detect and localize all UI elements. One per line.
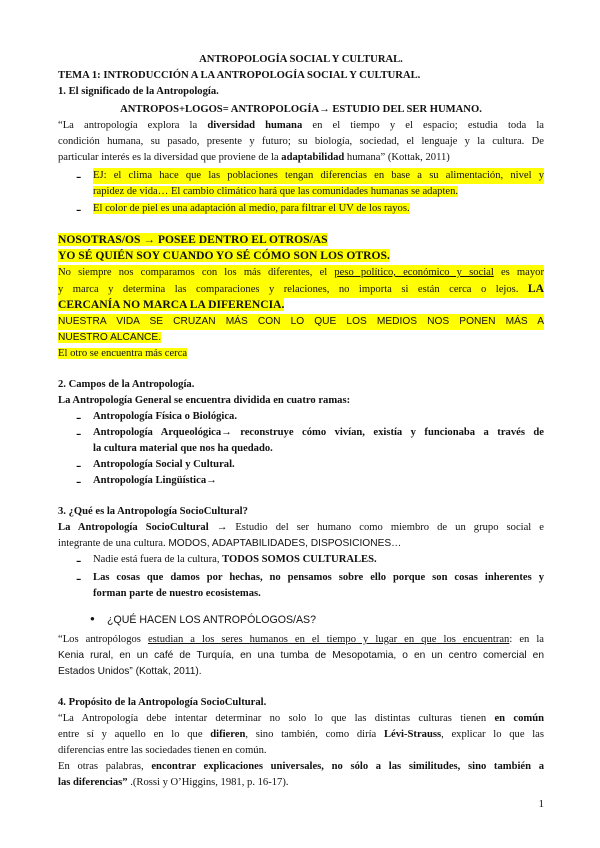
caps-text: MODOS, ADAPTABILIDADES, DISPOSICIONES…: [168, 538, 402, 549]
vida-line-2: [58, 330, 544, 346]
bullet-dot-icon: ●: [90, 614, 95, 623]
section-3-heading: 3. ¿Qué es la Antropología SocioCultural?: [58, 506, 248, 517]
otro-cerca-line: [58, 346, 544, 362]
nosotros-heading: [58, 232, 544, 248]
section-4-heading: 4. Propósito de la Antropología SocioCultural.: [58, 697, 267, 708]
antropologos-quote-line-2: Kenia rural, en un café de Turquía, en una tumba de Mesopotamia, o en un centro comercial en: [58, 650, 544, 661]
para-text: No siempre nos comparamos con los más diferentes, el: [58, 267, 335, 278]
comparacion-line-2: [58, 281, 544, 298]
quote-text: en el tiempo y el espacio; estudia toda la: [302, 120, 544, 131]
highlighted-text: rapidez de vida… El cambio climático hará que las comunidades humanas se adapten.: [93, 186, 459, 197]
que-hacen-heading: ¿QUÉ HACEN LOS ANTROPÓLOGOS/AS?: [107, 614, 316, 626]
para-text: → Estudio del ser humano como miembro de un grupo social e: [208, 522, 544, 533]
dash-bullet: -: [76, 409, 82, 426]
highlighted-text: NUESTRO ALCANCE.: [58, 332, 162, 343]
hechos-line-1: Las cosas que damos por hechas, no pensamos sobre ello porque son cosas inherentes y: [93, 572, 544, 583]
underlined-text: estudian a los seres humanos en el tiempo y lugar en que los encuentran: [147, 634, 510, 645]
dash-bullet: -: [76, 425, 82, 442]
quote-bold: adaptabilidad: [281, 152, 345, 163]
highlighted-text: YO SÉ QUIÉN SOY CUANDO YO SÉ CÓMO SON LOS OTROS.: [58, 249, 390, 262]
proposito-line-4: [58, 759, 544, 775]
quote-text: “La antropología explora la: [58, 120, 208, 131]
quote-text: “La Antropología debe intentar determinar no solo lo que las distintas culturas tienen: [58, 713, 495, 724]
bold-text: difieren: [210, 729, 246, 740]
quote-text: “Los antropólogos: [58, 634, 148, 645]
tema-heading: TEMA 1: INTRODUCCIÓN A LA ANTROPOLOGÍA SOCIAL Y CULTURAL.: [58, 70, 421, 81]
quote-text: En otras palabras,: [58, 761, 152, 772]
yo-se-heading: [58, 248, 544, 264]
dash-bullet: -: [76, 570, 82, 587]
bold-text: encontrar explicaciones universales, no sólo a las similitudes, sino también a: [151, 761, 544, 772]
s3-def-line-1: [58, 520, 544, 536]
para-text: es mayor: [493, 267, 544, 278]
proposito-line-3: diferencias entre las sociedades tienen en común.: [58, 745, 267, 756]
page-number: 1: [538, 798, 544, 810]
quote-text: entre sí y aquello en lo que: [58, 729, 211, 740]
quote-bold: diversidad humana: [207, 120, 303, 131]
para-text: integrante de una cultura.: [58, 538, 169, 549]
para-text: y marca y determina las comparaciones y relaciones, no importa si están cerca o lejos.: [58, 284, 528, 295]
document-title: ANTROPOLOGÍA SOCIAL Y CULTURAL.: [199, 54, 403, 65]
campo-item: Antropología Lingüística→: [93, 475, 217, 486]
s3-def-line-2: [58, 536, 544, 552]
campo-item: Antropología Arqueológica→ reconstruye cómo vivían, existía y funcionaba a través de: [93, 427, 544, 438]
quote-text: humana” (Kottak, 2011): [344, 152, 450, 163]
highlighted-text: NUESTRA VIDA SE CRUZAN MÁS CON LO QUE LOS MEDIOS NOS PONEN MÁS A: [58, 314, 544, 330]
dash-bullet: -: [76, 473, 82, 490]
campo-item: Antropología Social y Cultural.: [93, 459, 235, 470]
color-piel-line: [93, 201, 544, 217]
dash-bullet: -: [76, 201, 82, 218]
highlighted-text: CERCANÍA NO MARCA LA DIFERENCIA.: [58, 298, 285, 311]
comparacion-line-1: [58, 265, 544, 281]
section-1-heading: 1. El significado de la Antropología.: [58, 86, 219, 97]
quote-text: , explicar lo que las: [441, 729, 544, 740]
highlighted-text: NOSOTRAS/OS → POSEE DENTRO EL OTROS/AS: [58, 233, 328, 246]
cultura-line: [93, 552, 544, 568]
bold-text: La Antropología SocioCultural: [58, 522, 209, 533]
bold-text: TODOS SOMOS CULTURALES.: [222, 554, 377, 565]
quote-text: : en la: [509, 634, 544, 645]
dash-bullet: -: [76, 552, 82, 569]
bold-text: en común: [494, 713, 544, 724]
kottak-quote-line-2: condición humana, su pasado, presente y futuro; su biología, sociedad, el lenguaje y la cultura. De: [58, 136, 544, 147]
highlighted-text: EJ: el clima hace que las poblaciones tengan diferencias en base a su alimentación, nivel y: [93, 168, 544, 184]
antropologia-formula: ANTROPOS+LOGOS= ANTROPOLOGÍA→ ESTUDIO DEL SER HUMANO.: [120, 104, 482, 115]
bold-text: LA: [527, 282, 544, 295]
dash-bullet: -: [76, 168, 82, 185]
section-2-intro: La Antropología General se encuentra dividida en cuatro ramas:: [58, 395, 351, 406]
section-2-heading: 2. Campos de la Antropología.: [58, 379, 195, 390]
citation-text: .(Rossi y O’Higgins, 1981, p. 16-17).: [127, 777, 289, 788]
vida-line-1: [58, 314, 544, 330]
quote-text: , sino también, como diría: [245, 729, 384, 740]
campo-item-continued: la cultura material que nos ha quedado.: [93, 443, 273, 454]
kottak-quote-line-1: [58, 118, 544, 134]
hechos-line-2: forman parte de nuestro ecosistemas.: [93, 588, 261, 599]
antropologos-quote-line-1: [58, 632, 544, 648]
underlined-text: peso político, económico y social: [334, 267, 494, 278]
quote-text: particular interés es la diversidad que proviene de la: [58, 152, 282, 163]
proposito-line-2: [58, 727, 544, 743]
kottak-quote-line-3: [58, 150, 544, 166]
highlighted-text: El color de piel es una adaptación al medio, para filtrar el UV de los rayos.: [93, 203, 410, 214]
ej-line-1: [93, 168, 544, 184]
antropologos-quote-line-3: Estados Unidos” (Kottak, 2011).: [58, 666, 202, 677]
dash-bullet: -: [76, 457, 82, 474]
campo-item: Antropología Física o Biológica.: [93, 411, 237, 422]
proposito-line-5: [58, 775, 544, 791]
comparacion-line-3: [58, 297, 544, 313]
para-text: Nadie está fuera de la cultura,: [93, 554, 223, 565]
proposito-line-1: [58, 711, 544, 727]
bold-text: las diferencias”: [58, 777, 128, 788]
ej-line-2: [93, 184, 544, 200]
highlighted-text: El otro se encuentra más cerca: [58, 348, 188, 359]
bold-text: Lévi-Strauss: [383, 729, 442, 740]
